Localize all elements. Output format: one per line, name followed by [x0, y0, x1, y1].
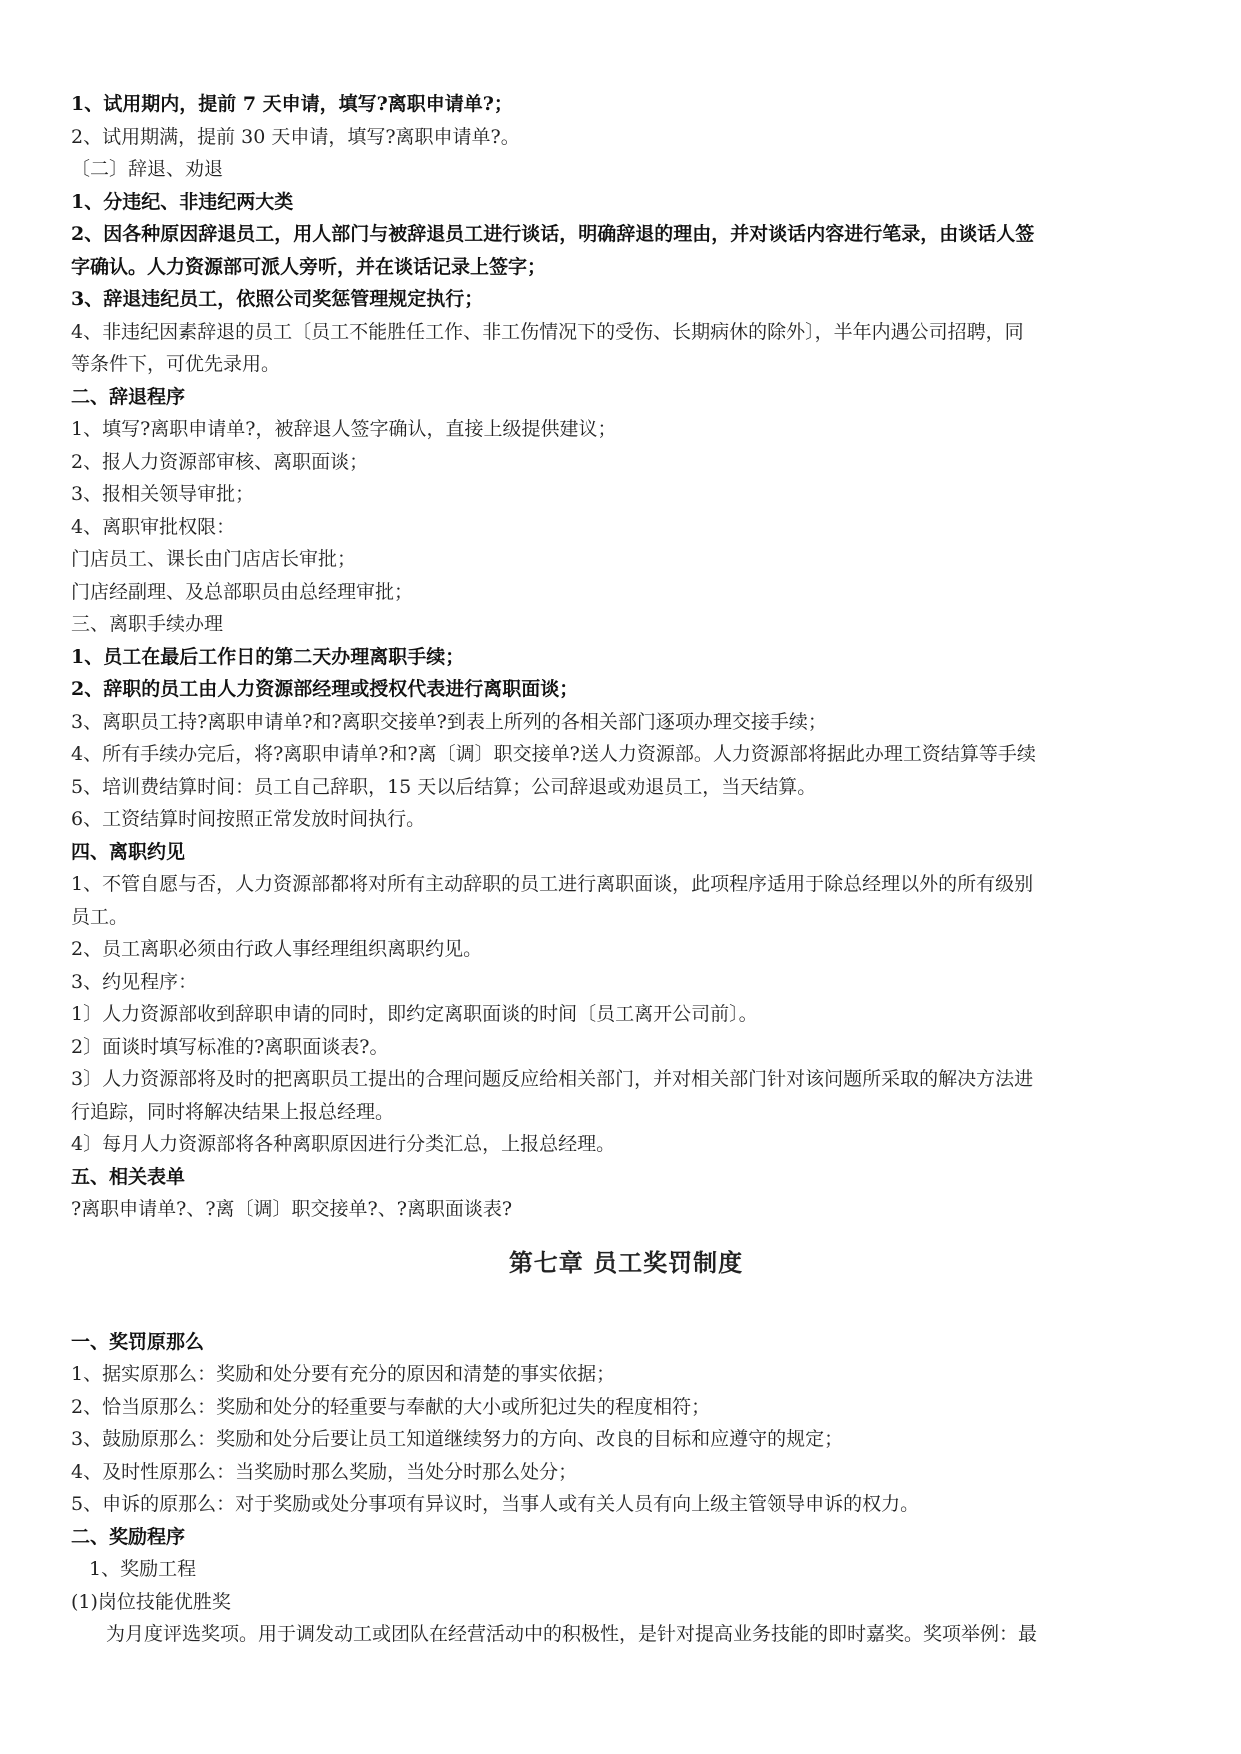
procedure-item-2: 2、报人力资源部审核、离职面谈；: [71, 450, 369, 473]
interview-step-3-line2: 行追踪，同时将解决结果上报总经理。: [71, 1100, 395, 1123]
process-item-3: 3、离职员工持?离职申请单?和?离职交接单?到表上所列的各相关部门逐项办理交接手续；: [71, 710, 827, 733]
interview-item-3: 3、约见程序：: [71, 970, 198, 993]
dismissal-rule-4-line1: 4、非违纪因素辞退的员工〔员工不能胜任工作、非工伤情况下的受伤、长期病休的除外〕，半年内遇公司招聘，同: [71, 320, 1024, 343]
approval-store: 门店员工、课长由门店店长审批；: [71, 548, 357, 570]
principle-2: 2、恰当原那么：奖励和处分的轻重要与奉献的大小或所犯过失的程度相符；: [71, 1395, 711, 1418]
process-item-2: 2、辞职的员工由人力资源部经理或授权代表进行离职面谈；: [71, 678, 579, 700]
interview-step-4: 4〕每月人力资源部将各种离职原因进行分类汇总，上报总经理。: [71, 1133, 616, 1155]
section-heading-reward-procedure: 二、奖励程序: [71, 1525, 186, 1548]
reward-description: 为月度评选奖项。用于调发动工或团队在经营活动中的积极性，是针对提高业务技能的即时嘉奖。奖项举例：最: [106, 1623, 1038, 1645]
reward-item-heading: 1、奖励工程: [89, 1558, 197, 1580]
interview-item-2: 2、员工离职必须由行政人事经理组织离职约见。: [71, 938, 483, 960]
related-forms-list: ?离职申请单?、?离〔调〕职交接单?、?离职面谈表?: [71, 1198, 513, 1220]
procedure-item-1: 1、填写?离职申请单?，被辞退人签字确认，直接上级提供建议；: [71, 418, 617, 440]
process-item-5: 5、培训费结算时间：员工自己辞职，15 天以后结算；公司辞退或劝退员工，当天结算。: [71, 775, 817, 798]
resign-rule-2: 2、试用期满，提前 30 天申请，填写?离职申请单?。: [71, 125, 520, 148]
procedure-item-4: 4、离职审批权限：: [71, 515, 236, 538]
interview-step-2: 2〕面谈时填写标准的?离职面谈表?。: [71, 1035, 389, 1058]
process-item-1: 1、员工在最后工作日的第二天办理离职手续；: [71, 645, 465, 668]
resign-rule-1: 1、试用期内，提前 7 天申请，填写?离职申请单?；: [71, 93, 513, 115]
chapter-title: 第七章 员工奖罚制度: [508, 1247, 744, 1277]
principle-1: 1、据实原那么：奖励和处分要有充分的原因和清楚的事实依据；: [71, 1363, 616, 1385]
interview-step-1: 1〕人力资源部收到辞职申请的同时，即约定离职面谈的时间〔员工离开公司前〕。: [71, 1003, 758, 1025]
section-heading-exit-interview: 四、离职约见: [71, 840, 186, 863]
interview-step-3-line1: 3〕人力资源部将及时的把离职员工提出的合理问题反应给相关部门，并对相关部门针对该问题所采取的解决方法进: [71, 1068, 1034, 1090]
principle-3: 3、鼓励原那么：奖励和处分后要让员工知道继续努力的方向、改良的目标和应遵守的规定；: [71, 1428, 844, 1450]
section-heading-related-forms: 五、相关表单: [71, 1165, 186, 1188]
reward-subitem-1: (1)岗位技能优胜奖: [71, 1590, 231, 1613]
process-item-6: 6、工资结算时间按照正常发放时间执行。: [71, 808, 426, 830]
section-heading-reward-principles: 一、奖罚原那么: [71, 1330, 205, 1353]
subsection-heading-dismissal: 〔二〕辞退、劝退: [71, 158, 224, 180]
dismissal-rule-2-line1: 2、因各种原因辞退员工，用人部门与被辞退员工进行谈话，明确辞退的理由，并对谈话内容进行笔录，由谈话人签: [71, 223, 1035, 245]
dismissal-rule-2-line2: 字确认。人力资源部可派人旁听，并在谈话记录上签字；: [71, 255, 547, 278]
interview-item-1-line1: 1、不管自愿与否，人力资源部都将对所有主动辞职的员工进行离职面谈，此项程序适用于除总经理以外的所有级别: [71, 873, 1034, 895]
principle-4: 4、及时性原那么：当奖励时那么奖励，当处分时那么处分；: [71, 1460, 578, 1483]
procedure-item-3: 3、报相关领导审批；: [71, 483, 255, 505]
process-item-4: 4、所有手续办完后，将?离职申请单?和?离〔调〕职交接单?送人力资源部。人力资源部将据此办理工资结算等手续: [71, 743, 1036, 765]
interview-item-1-line2: 员工。: [71, 905, 129, 928]
document-page: [71, 88, 1181, 1651]
dismissal-rule-4-line2: 等条件下，可优先录用。: [71, 353, 281, 375]
dismissal-rule-1: 1、分违纪、非违纪两大类: [71, 190, 294, 213]
section-heading-resignation-process: 三、离职手续办理: [71, 613, 224, 635]
approval-hq: 门店经副理、及总部职员由总经理审批；: [71, 580, 414, 603]
section-heading-dismissal-procedure: 二、辞退程序: [71, 385, 186, 408]
dismissal-rule-3: 3、辞退违纪员工，依照公司奖惩管理规定执行；: [71, 288, 484, 310]
principle-5: 5、申诉的原那么：对于奖励或处分事项有异议时，当事人或有关人员有向上级主管领导申诉的权力。: [71, 1493, 920, 1515]
